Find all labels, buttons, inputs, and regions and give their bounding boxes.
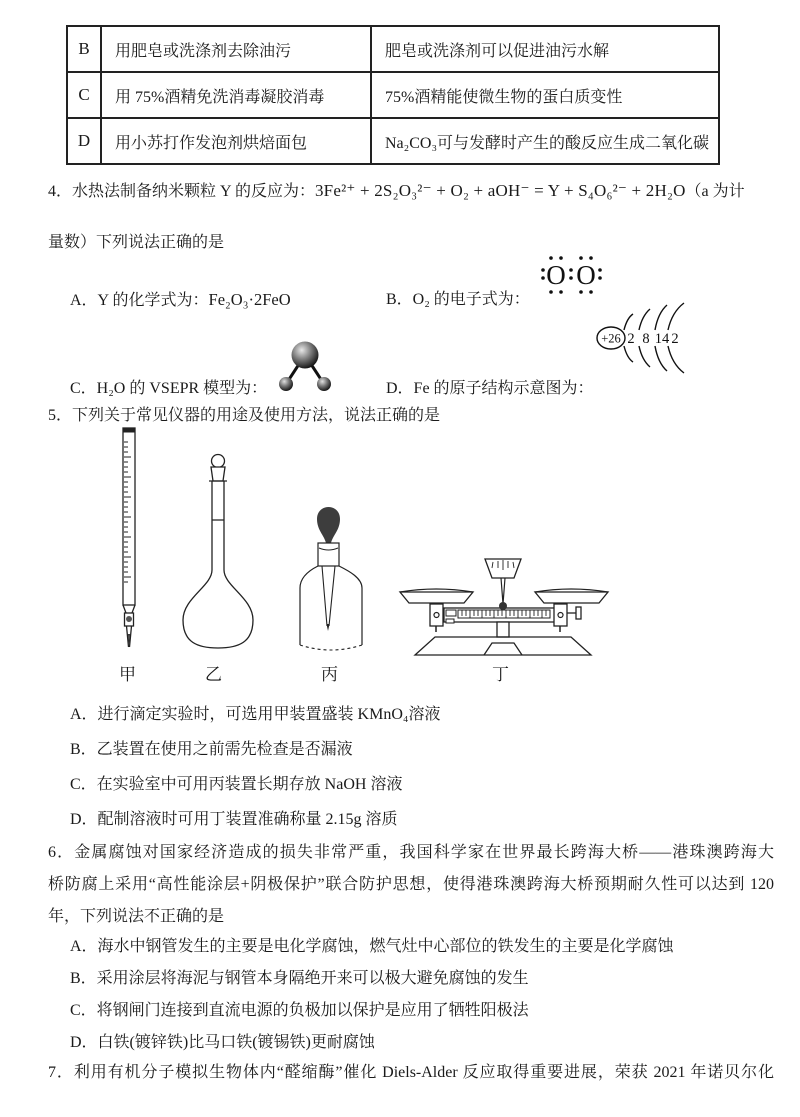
hydrogen-sphere <box>317 377 331 391</box>
question-6-stem-line3: 年，下列说法不正确的是 <box>48 908 225 925</box>
oxygen-atom-symbol: O <box>576 260 596 290</box>
option-a-formula: Fe₂O₃·2FeO <box>208 290 291 309</box>
question-6-stem-line1: 6．金属腐蚀对国家经济造成的损失非常严重，我国科学家在世界最长跨海大桥——港珠澳跨海大 <box>48 844 774 861</box>
table-cell-statement: 用 75%酒精免洗消毒凝胶消毒 <box>101 72 371 118</box>
question-5-option-a: A．进行滴定实验时，可选用甲装置盛装 KMnO₄溶液 <box>70 706 441 723</box>
apparatus-label-ding: 丁 <box>492 665 509 684</box>
table-cell-option-key: C <box>67 72 101 118</box>
question3-table <box>66 25 720 165</box>
table-row <box>67 26 719 72</box>
oxygen-atom-symbol: O <box>546 260 566 290</box>
table-cell-option-key: D <box>67 118 101 164</box>
rider-weight <box>446 610 456 616</box>
question-4-option-a <box>70 287 291 314</box>
balance-illustration <box>398 552 610 656</box>
shell-electron-count: 14 <box>654 331 670 347</box>
table-cell-statement: 用肥皂或洗涤剂去除油污 <box>101 26 371 72</box>
question-5-stem: 5．下列关于常见仪器的用途及使用方法，说法正确的是 <box>48 407 441 424</box>
fe-atomic-structure-diagram <box>594 300 694 378</box>
dropper-bottle-illustration <box>296 498 366 655</box>
table-cell-explanation: 肥皂或洗涤剂可以促进油污水解 <box>371 26 719 72</box>
adjustment-knob <box>576 607 581 619</box>
nucleus-charge: +26 <box>601 331 621 346</box>
question-6-option-c: C．将钢闸门连接到直流电源的负极加以保护是应用了牺牲阳极法 <box>70 1002 529 1019</box>
question-4-stem-prefix: 4．水热法制备纳米颗粒 Y 的反应为： <box>48 183 315 200</box>
apparatus-label-jia: 甲 <box>119 665 136 684</box>
question-7-stem: 7．利用有机分子模拟生物体内“醛缩酶”催化 Diels-Alder 反应取得重要进展，荣获 2021 年诺贝尔化 <box>48 1064 774 1081</box>
question-6-option-b: B．采用涂层将海泥与钢管本身隔绝开来可以极大避免腐蚀的发生 <box>70 970 529 987</box>
table-cell-explanation: 75%酒精能使微生物的蛋白质变性 <box>371 72 719 118</box>
hydrogen-sphere <box>279 377 293 391</box>
oxygen-sphere <box>292 342 319 369</box>
right-pan <box>535 592 608 603</box>
question-6-option-d: D．白铁(镀锌铁)比马口铁(镀锡铁)更耐腐蚀 <box>70 1034 375 1051</box>
pointer-needle <box>501 578 505 604</box>
question-4-option-d: D．Fe 的原子结构示意图为： <box>386 380 594 397</box>
table-cell-statement: 用小苏打作发泡剂烘焙面包 <box>101 118 371 164</box>
question-6-stem-line2: 桥防腐上采用“高性能涂层+阴极保护”联合防护思想，使得港珠澳跨海大桥预期耐久性可以达到 120 <box>48 876 774 893</box>
table-cell-explanation: Na₂CO₃可与发酵时产生的酸反应生成二氧化碳 <box>371 118 719 164</box>
rubber-bulb <box>317 507 340 543</box>
balance-base <box>415 637 591 655</box>
question-4-stem-line2: 量数）下列说法正确的是 <box>48 234 225 251</box>
apparatus-label-bing: 丙 <box>321 665 338 684</box>
question-4-option-b: B．O₂ 的电子式为： <box>386 291 530 308</box>
question-6-option-a: A．海水中钢管发生的主要是电化学腐蚀，燃气灶中心部位的铁发生的主要是化学腐蚀 <box>70 938 674 955</box>
water-vsepr-model <box>276 336 340 400</box>
question-4-option-c: C．H₂O 的 VSEPR 模型为： <box>70 380 268 397</box>
left-pan <box>400 592 473 603</box>
table-row <box>67 72 719 118</box>
question-4-stem-line1 <box>48 178 774 205</box>
shell-electron-count: 2 <box>671 331 679 347</box>
apparatus-label-yi: 乙 <box>205 665 222 684</box>
question-5-option-b: B．乙装置在使用之前需先检查是否漏液 <box>70 741 353 758</box>
o2-electron-dot-formula <box>538 250 606 296</box>
question-5-option-d: D．配制溶液时可用丁装置准确称量 2.15g 溶质 <box>70 811 398 828</box>
option-a-label: A．Y 的化学式为： <box>70 292 209 309</box>
table-cell-option-key: B <box>67 26 101 72</box>
question-5-option-c: C．在实验室中可用丙装置长期存放 NaOH 溶液 <box>70 776 403 793</box>
question-4-stem-suffix: （a 为计 <box>685 183 745 200</box>
shell-electron-count: 8 <box>642 331 650 347</box>
table-row <box>67 118 719 164</box>
question-4-equation: 3Fe²⁺ + 2S₂O₃²⁻ + O₂ + aOH⁻ = Y + S₄O₆²⁻ + 2H₂O <box>314 181 686 200</box>
volumetric-flask-illustration <box>178 452 258 652</box>
shell-electron-count: 2 <box>627 331 635 347</box>
burette-illustration <box>112 426 144 650</box>
